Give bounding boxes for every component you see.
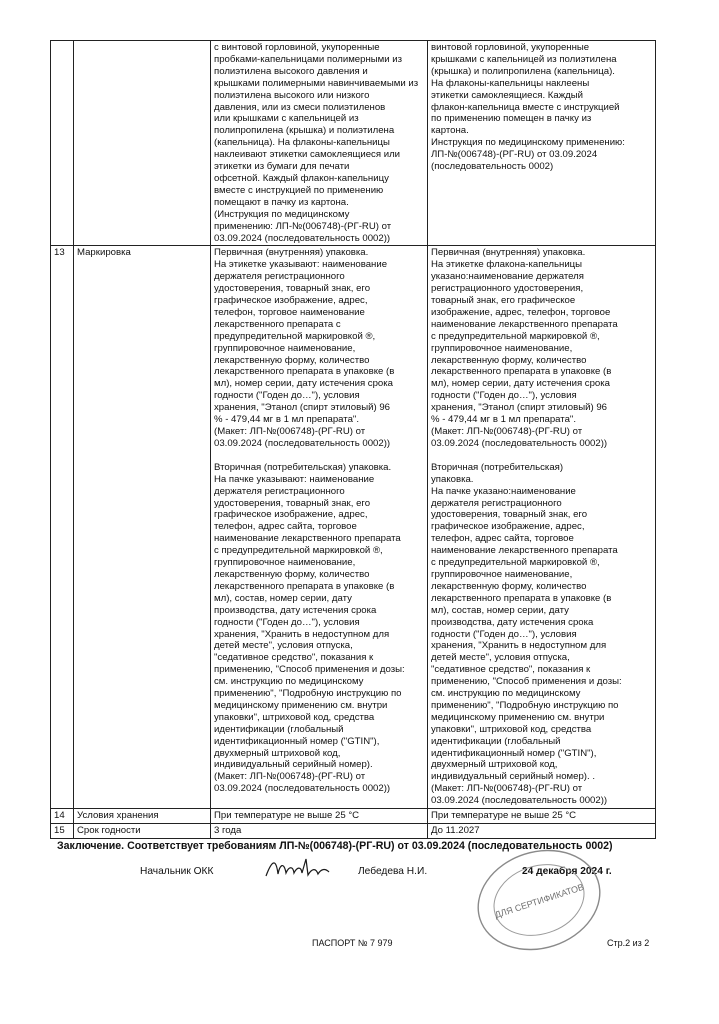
certification-stamp <box>472 848 606 952</box>
actual-text: винтовой горловиной, укупоренные крышками с капельницей из полиэтилена (крышка) и полипропилена (капельница). На флаконы-капельницы наклеены этикетки самоклеящиеся. Каждый флакон-капельница вместе с инструкцией по применению помещен в пачку из картона. Инструкция по медицинскому применению: ЛП-№(006748)-(РГ-RU) от 03.09.2024 (последовательность 0002) <box>431 42 625 173</box>
row-requirement: При температуре не выше 25 °С <box>211 809 428 824</box>
passport-number: ПАСПОРТ № 7 979 <box>312 938 393 948</box>
specification-table <box>50 40 656 839</box>
row-parameter: Условия хранения <box>74 809 211 824</box>
row-number: 13 <box>51 246 74 809</box>
page-number: Стр.2 из 2 <box>607 938 650 948</box>
stamp-text: ДЛЯ СЕРТИФИКАТОВ <box>493 881 586 921</box>
table-row <box>51 824 656 839</box>
table-row <box>51 809 656 824</box>
sign-date: 24 декабря 2024 г. <box>522 866 612 877</box>
requirement-primary-packaging: Первичная (внутренняя) упаковка. На этикетке указывают: наименование держателя регистрационного удостоверения, товарный знак, его графическое изображение, адрес, телефон, торговое наименование лекарственного препарата с предупредительной маркировкой ®, группировочное наименование, лекарственную форму, количество лекарственного препарата в упаковке (в мл), номер серии, дату истечения срока годности ("Годен до…"), условия хранения, "Этанол (спирт этиловый) 96 % - 479,44 мг в 1 мл препарата". (Макет: ЛП-№(006748)-(РГ-RU) от 03.09.2024 (последовательность 0002)) <box>214 247 395 449</box>
row-requirement <box>211 246 428 809</box>
handwritten-signature <box>262 854 332 884</box>
signer-position: Начальник ОКК <box>140 866 214 877</box>
table-row <box>51 41 656 246</box>
row-requirement <box>211 41 428 246</box>
requirement-text: с винтовой горловиной, укупоренные пробками-капельницами полимерными из полиэтилена высокого давления и крышками полимерными навинчиваемыми из полиэтилена высокого или низкого давления, или из смеси полиэтиленов или крышками с капельницей из полипропилена (крышка) и полиэтилена (капельница). На флаконы-капельницы наклеивают этикетки самоклеящиеся или этикетки из бумаги для печати офсетной. Каждый флакон-капельницу вместе с инструкцией по применению помещают в пачку из картона. (Инструкция по медицинскому применению: ЛП-№(006748)-(РГ-RU) от 03.09.2024 (последовательность 0002)) <box>214 42 419 244</box>
conclusion: Заключение. Соответствует требованиям ЛП-№(006748)-(РГ-RU) от 03.09.2024 (последовательность 0002) <box>57 840 613 852</box>
row-number <box>51 41 74 246</box>
row-actual: До 11.2027 <box>428 824 656 839</box>
actual-primary-packaging: Первичная (внутренняя) упаковка. На этикетке флакона-капельницы указано:наименование держателя регистрационного удостоверения, товарный знак, его графическое изображение, адрес, телефон, торговое наименование лекарственного препарата с предупредительной маркировкой ®, группировочное наименование, лекарственную форму, количество лекарственного препарата в упаковке (в мл), номер серии, дату истечения срока годности ("Годен до…"), условия хранения, "Этанол (спирт этиловый) 96 % - 479,44 мг в 1 мл препарата". (Макет: ЛП-№(006748)-(РГ-RU) от 03.09.2024 (последовательность 0002)) <box>431 247 618 449</box>
row-number: 15 <box>51 824 74 839</box>
row-actual <box>428 41 656 246</box>
actual-secondary-packaging: Вторичная (потребительская) упаковка. На пачке указано:наименование держателя регистрационного удостоверения, товарный знак, его графическое изображение, адрес, телефон, адрес сайта, торговое наименование лекарственного препарата с предупредительной маркировкой ®, группировочное наименование, лекарственную форму, количество лекарственного препарата в упаковке (в мл), состав, номер серии, дату производства, дату истечения срока годности ("Годен до…"), условия хранения, "Хранить в недоступном для детей месте", условия отпуска, "седативное средство", показания к применению, "Способ применения и дозы: см. инструкцию по медицинскому применению", "Подробную инструкцию по медицинскому применению см. внутри упаковки", штриховой код, средства идентификации (глобальный идентификационный номер ("GTIN"), двухмерный штриховой код, индивидуальный серийный номер). . (Макет: ЛП-№(006748)-(РГ-RU) от 03.09.2024 (последовательность 0002)) <box>431 461 622 807</box>
row-parameter <box>74 41 211 246</box>
row-parameter: Срок годности <box>74 824 211 839</box>
row-parameter: Маркировка <box>74 246 211 809</box>
signer-name: Лебедева Н.И. <box>358 866 428 877</box>
table-row <box>51 246 656 809</box>
row-number: 14 <box>51 809 74 824</box>
requirement-secondary-packaging: Вторичная (потребительская) упаковка. На пачке указывают: наименование держателя регистрационного удостоверения, товарный знак, его графическое изображение, адрес, телефон, адрес сайта, торговое наименование лекарственного препарата с предупредительной маркировкой ®, группировочное наименование, лекарственную форму, количество лекарственного препарата в упаковке (в мл), состав, номер серии, дату производства, дату истечения срока годности ("Годен до…"), условия хранения, "Хранить в недоступном для детей месте", условия отпуска, "седативное средство", показания к применению, "Способ применения и дозы: см. инструкцию по медицинскому применению", "Подробную инструкцию по медицинскому применению см. внутри упаковки", штриховой код, средства идентификации (глобальный идентификационный номер ("GTIN"), двухмерный штриховой код, индивидуальный серийный номер). (Макет: ЛП-№(006748)-(РГ-RU) от 03.09.2024 (последовательность 0002)) <box>214 461 405 795</box>
row-actual <box>428 246 656 809</box>
row-actual: При температуре не выше 25 °С <box>428 809 656 824</box>
row-requirement: 3 года <box>211 824 428 839</box>
